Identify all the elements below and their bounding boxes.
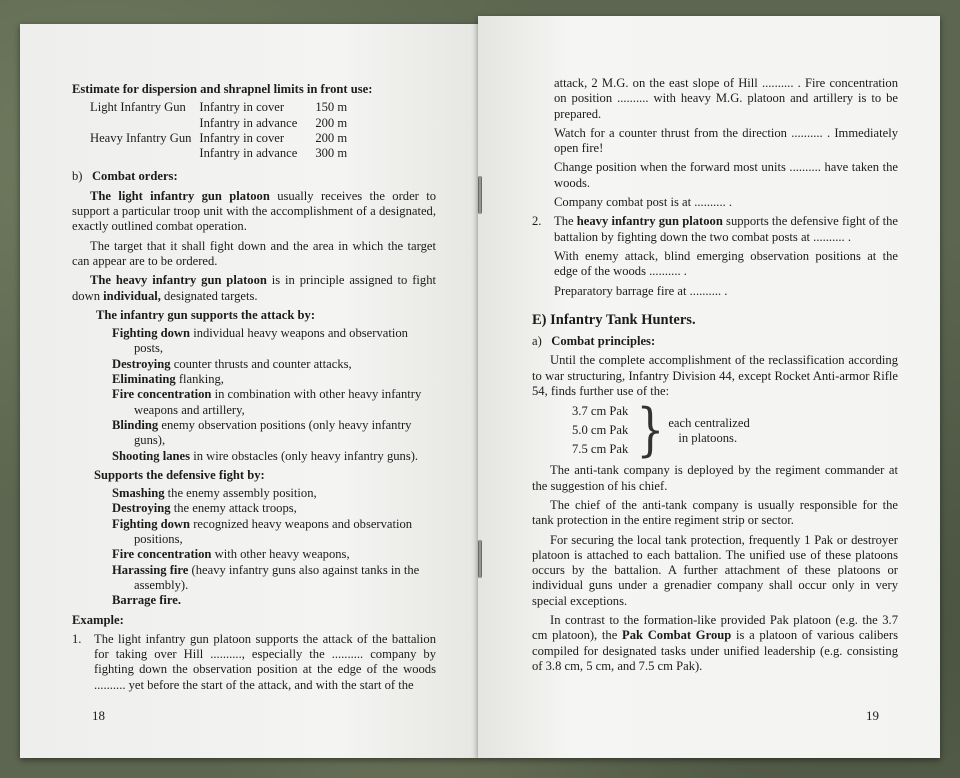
- staple-top: [478, 176, 482, 214]
- table-row: [90, 131, 355, 146]
- estimate-target: Infantry in cover: [199, 130, 285, 145]
- section-title: E) Infantry Tank Hunters.: [532, 311, 696, 328]
- paragraph: In contrast to the formation-like provided Pak platoon (e.g. the 3.7 cm platoon), the Pak Combat Group is a platoon of various calibers compiled for designated tasks under unified leadership (e.g. consisting of 3.8 cm, 5 cm, and 7.5 cm Pak).: [532, 613, 898, 673]
- pak-calibers: [572, 402, 628, 459]
- page-number: 19: [866, 708, 879, 723]
- paragraph: The chief of the anti-tank company is usually responsible for the tank protection in the entire regiment strip or sector.: [532, 497, 898, 528]
- list-item: Harassing fire (heavy infantry guns also against tanks in the assembly).: [112, 562, 420, 592]
- estimate-table: [90, 100, 355, 161]
- right-page-content: [532, 76, 898, 674]
- estimate-value: 200 m: [315, 130, 348, 145]
- staple-bottom: [478, 540, 482, 578]
- table-row: [90, 146, 355, 161]
- paragraph: For securing the local tank protection, frequently 1 Pak or destroyer platoon is attached to each battalion. The unified use of these platoons occurs by the battalion. A further attachment of these platoons or individual guns under a grenadier company shall occur only in very special exceptions.: [532, 532, 898, 608]
- list-item: Fighting down recognized heavy weapons and observation positions,: [112, 516, 413, 547]
- list-item: Blinding enemy observation positions (only heavy infantry guns),: [112, 417, 412, 448]
- left-page: [20, 24, 478, 758]
- example-heading: Example:: [72, 612, 124, 627]
- list-item: Fighting down individual heavy weapons and observation posts,: [112, 326, 408, 356]
- paragraph: Watch for a counter thrust from the direction .......... . Immediately open fire!: [554, 125, 898, 156]
- list-item: Shooting lanes in wire obstacles (only heavy infantry guns).: [112, 448, 419, 463]
- brace-icon: }: [636, 397, 665, 464]
- estimate-heading: Estimate for dispersion and shrapnel limits in front use:: [72, 82, 373, 96]
- paragraph: The heavy infantry gun platoon supports the defensive fight of the battalion by fighting down the two combat posts at .......... .: [554, 214, 899, 244]
- right-page: [478, 16, 940, 758]
- list-item: 7.5 cm Pak: [572, 442, 629, 457]
- example-item: [72, 632, 436, 693]
- subsection-title: Combat principles:: [551, 334, 656, 349]
- list-item: Smashing the enemy assembly position,: [112, 486, 317, 501]
- estimate-gun: [90, 146, 199, 161]
- estimate-value: 200 m: [315, 115, 348, 130]
- combat-principles-heading: [532, 334, 898, 349]
- paragraph: attack, 2 M.G. on the east slope of Hill .......... . Fire concentration on position .......... with heavy M.G. platoon and artillery is to be prepared.: [554, 76, 898, 121]
- pak-list: [572, 397, 898, 464]
- list-item: Eliminating flanking,: [112, 372, 224, 387]
- paragraph: Company combat post is at .......... .: [554, 195, 733, 210]
- left-page-content: [72, 82, 436, 693]
- example-number: 2.: [532, 214, 542, 229]
- list-item: Barrage fire.: [112, 593, 182, 608]
- list-item: 5.0 cm Pak: [572, 423, 629, 438]
- list-item: Fire concentration in combination with other heavy infantry weapons and artillery,: [112, 387, 422, 417]
- example-continuation: [554, 76, 898, 210]
- paragraph: Preparatory barrage fire at .......... .: [554, 283, 728, 298]
- estimate-value: 150 m: [315, 100, 348, 115]
- estimate-gun: Light Infantry Gun: [90, 100, 186, 115]
- attack-heading: The infantry gun supports the attack by:: [96, 307, 316, 322]
- defense-list: [94, 486, 436, 608]
- subsection-label: b): [72, 169, 83, 184]
- pak-note: each centralized in platoons.: [668, 415, 750, 445]
- estimate-value: 300 m: [315, 146, 348, 161]
- paragraph: Until the complete accomplishment of the reclassification according to war structuring, Infantry Division 44, except Rocket Anti-armor Rifle 54, finds further use of the:: [532, 353, 898, 399]
- example-item: [532, 214, 898, 298]
- table-row: [90, 116, 355, 131]
- subsection-title: Combat orders:: [91, 169, 178, 184]
- paragraph: Change position when the forward most units .......... have taken the woods.: [554, 160, 898, 190]
- estimate-target: Infantry in advance: [199, 146, 298, 161]
- list-item: Fire concentration with other heavy weapons,: [112, 547, 350, 562]
- paragraph: The target that it shall fight down and the area in which the target can appear are to be ordered.: [72, 238, 436, 268]
- attack-list: [94, 326, 436, 464]
- estimate-target: Infantry in cover: [199, 100, 285, 115]
- example-text: The light infantry gun platoon supports the attack of the battalion for taking over Hill .........., especially the .......... company by fighting down the observation position at the edge of the woods .......... yet before the start of the attack, and with the start of the: [94, 631, 436, 692]
- list-item: Destroying the enemy attack troops,: [112, 501, 297, 516]
- defense-heading: Supports the defensive fight by:: [94, 467, 265, 482]
- list-item: Destroying counter thrusts and counter attacks,: [112, 356, 352, 371]
- estimate-gun: Heavy Infantry Gun: [90, 130, 192, 145]
- estimate-gun: [90, 116, 199, 131]
- table-row: [90, 100, 355, 115]
- list-item: 3.7 cm Pak: [572, 404, 629, 419]
- page-number: 18: [92, 708, 105, 723]
- paragraph: The heavy infantry gun platoon is in principle assigned to fight down individual, designated targets.: [72, 273, 436, 303]
- example-number: 1.: [72, 631, 82, 646]
- paragraph: The anti-tank company is deployed by the regiment commander at the suggestion of his chief.: [532, 463, 898, 493]
- combat-orders-heading: [72, 169, 436, 184]
- subsection-label: a): [532, 334, 542, 349]
- paragraph: With enemy attack, blind emerging observation positions at the edge of the woods .......... .: [554, 248, 898, 279]
- estimate-target: Infantry in advance: [199, 115, 298, 130]
- paragraph: The light infantry gun platoon usually receives the order to support a particular troop unit with the accomplishment of a designated, exactly outlined combat operation.: [72, 188, 437, 234]
